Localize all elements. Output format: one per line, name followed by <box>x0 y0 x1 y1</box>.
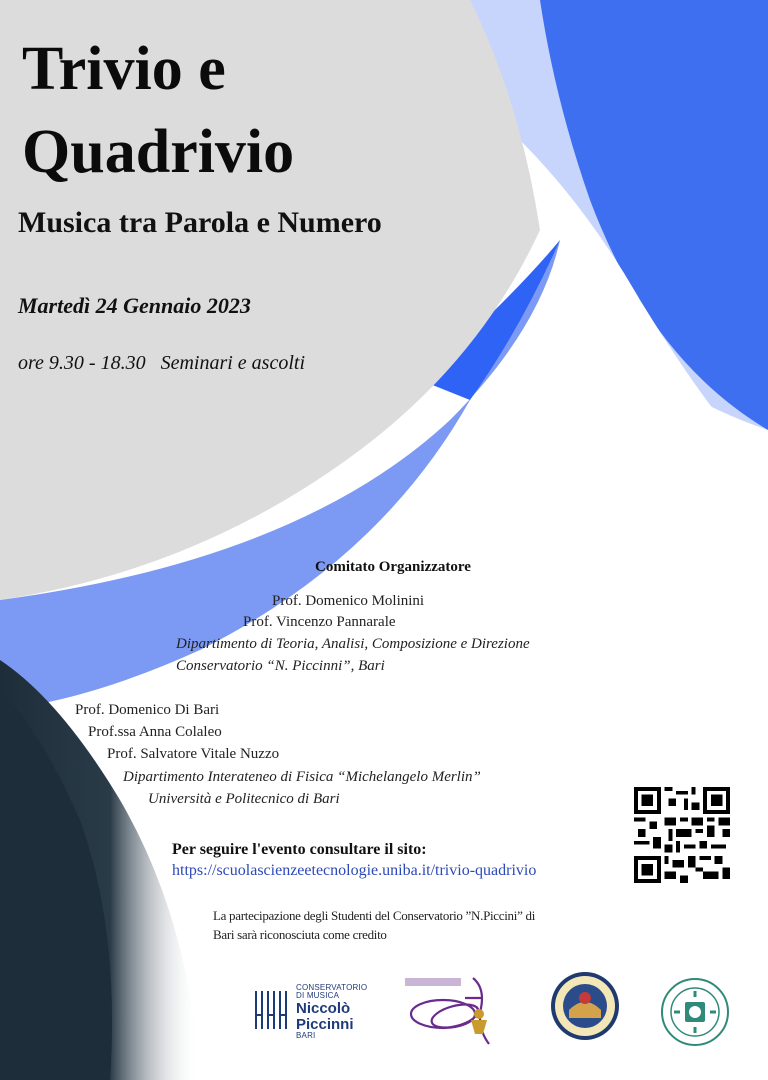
event-date: Martedì 24 Gennaio 2023 <box>18 293 251 318</box>
qr-code[interactable] <box>634 787 730 883</box>
committee-member-3: Prof. Domenico Di Bari <box>75 702 220 718</box>
subtitle: Musica tra Parola e Numero <box>18 206 382 239</box>
institution-conservatory: Conservatorio “N. Piccinni”, Bari <box>176 658 385 674</box>
committee-member-4: Prof.ssa Anna Colaleo <box>88 724 222 740</box>
conservatorio-line-1: CONSERVATORIO <box>296 983 368 992</box>
follow-instruction: Per seguire l'evento consultare il sito: <box>172 841 427 858</box>
event-website-link[interactable]: https://scuolascienzeetecnologie.uniba.it/trivio-quadrivio <box>172 862 537 879</box>
conservatorio-line-2: DI MUSICA <box>296 991 340 1001</box>
conservatorio-line-4: Piccinni <box>296 1015 354 1033</box>
physics-department-logo-icon <box>403 968 501 1050</box>
conservatorio-logo-icon <box>252 985 292 1035</box>
conservatorio-line-3: Niccolò <box>296 999 351 1017</box>
committee-heading: Comitato Organizzatore <box>315 559 471 575</box>
conservatorio-logo-text <box>296 984 367 1041</box>
department-physics: Dipartimento Interateneo di Fisica “Michelangelo Merlin” <box>123 769 481 785</box>
politecnico-seal-icon <box>660 977 730 1047</box>
university-seal-icon <box>549 970 621 1042</box>
institution-university: Università e Politecnico di Bari <box>148 791 340 807</box>
committee-member-5: Prof. Salvatore Vitale Nuzzo <box>107 746 280 762</box>
credit-note-line-1: La partecipazione degli Studenti del Conservatorio ”N.Piccini” di <box>213 908 536 923</box>
title-line-1: Trivio e <box>22 35 226 103</box>
event-time: ore 9.30 - 18.30 Seminari e ascolti <box>18 352 306 374</box>
credit-note-line-2: Bari sarà riconosciuta come credito <box>213 927 387 942</box>
department-music: Dipartimento di Teoria, Analisi, Composizione e Direzione <box>176 636 530 652</box>
committee-member-2: Prof. Vincenzo Pannarale <box>243 614 396 630</box>
title-line-2: Quadrivio <box>22 118 295 186</box>
committee-member-1: Prof. Domenico Molinini <box>272 593 425 609</box>
conservatorio-line-5: BARI <box>296 1031 316 1041</box>
